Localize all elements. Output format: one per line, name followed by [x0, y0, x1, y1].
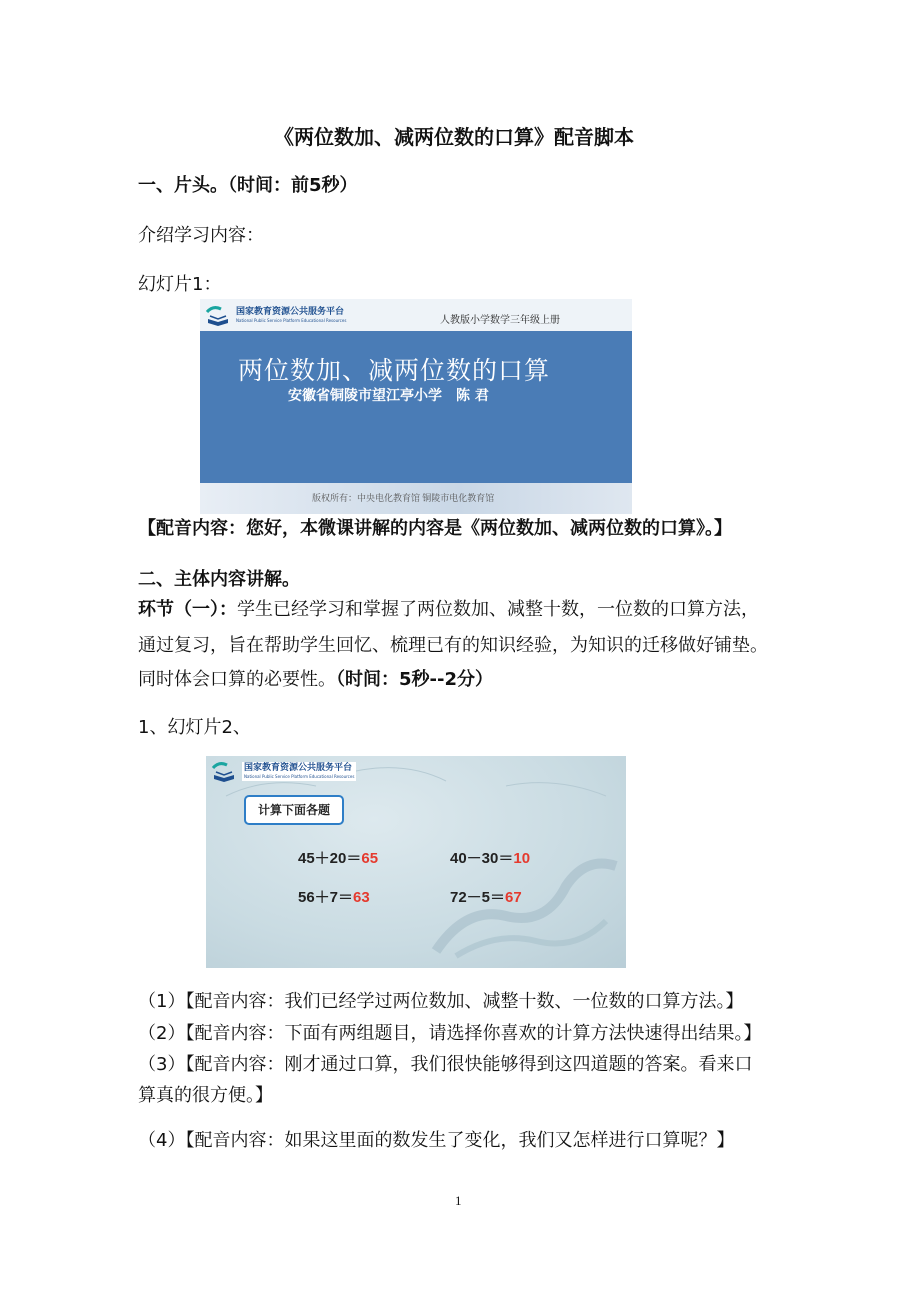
- step-1-line-2: 通过复习，旨在帮助学生回忆、梳理已有的知识经验，为知识的迁移做好铺垫。: [138, 635, 768, 656]
- equation-question: 56＋7＝: [298, 889, 354, 906]
- voice-line-intro: 【配音内容：您好，本微课讲解的内容是《两位数加、减两位数的口算》。】: [138, 518, 732, 539]
- step-1-text-1: 学生已经学习和掌握了两位数加、减整十数，一位数的口算方法，: [237, 599, 759, 620]
- slide-1-image: [200, 299, 632, 514]
- platform-logo: [204, 304, 346, 326]
- slide-1-author: 安徽省铜陵市望江亭小学 陈 君: [288, 388, 489, 404]
- voice-line-1: （1）【配音内容：我们已经学过两位数加、减整十数、一位数的口算方法。】: [138, 991, 744, 1012]
- slide-1-main-title: 两位数加、减两位数的口算: [238, 356, 551, 385]
- voice-line-3a: （3）【配音内容：刚才通过口算，我们很快能够得到这四道题的答案。看来口: [138, 1054, 753, 1075]
- step-1-time: （时间：5秒--2分）: [336, 669, 493, 690]
- page-title: 《两位数加、减两位数的口算》配音脚本: [274, 125, 634, 149]
- section-1-title: 一、片头。: [138, 175, 228, 196]
- book-swoosh-icon: [210, 760, 238, 782]
- logo-chinese-text: 国家教育资源公共服务平台: [244, 762, 353, 773]
- equation-answer: 63: [353, 889, 370, 906]
- platform-logo-2: [210, 760, 356, 782]
- equation-4: [450, 886, 522, 907]
- step-1-label: 环节（一）：: [138, 599, 237, 620]
- equation-answer: 10: [513, 850, 531, 867]
- equation-question: 40－30＝: [450, 850, 514, 867]
- slide-1-label: 幻灯片1：: [138, 274, 222, 295]
- intro-text: 介绍学习内容：: [138, 225, 264, 246]
- equation-question: 45＋20＝: [298, 850, 362, 867]
- voice-line-3b: 算真的很方便。】: [138, 1085, 273, 1106]
- exercise-heading: 计算下面各题: [244, 795, 344, 825]
- voice-line-4: （4）【配音内容：如果这里面的数发生了变化，我们又怎样进行口算呢？】: [138, 1130, 735, 1151]
- section-1-heading: [138, 174, 358, 198]
- logo-chinese-text: 国家教育资源公共服务平台: [236, 306, 345, 317]
- equation-question: 72－5＝: [450, 889, 506, 906]
- voice-line-2: （2）【配音内容：下面有两组题目，请选择你喜欢的计算方法快速得出结果。】: [138, 1023, 762, 1044]
- equation-1: [298, 847, 378, 868]
- step-1-text-3: 同时体会口算的必要性。: [138, 669, 336, 690]
- section-1-time: （时间：前5秒）: [228, 175, 358, 196]
- equation-3: [298, 886, 370, 907]
- section-2-heading: 二、主体内容讲解。: [138, 569, 300, 590]
- logo-english-text: National Public Service Platform Educational Resources: [236, 317, 347, 323]
- equation-answer: 65: [361, 850, 379, 867]
- logo-english-text: National Public Service Platform Educational Resources: [244, 773, 355, 779]
- book-swoosh-icon: [204, 304, 232, 326]
- slide-2-label: 1、幻灯片2、: [138, 717, 251, 738]
- equation-answer: 67: [505, 889, 522, 906]
- grade-label: 人教版小学数学三年级上册: [440, 315, 560, 326]
- slide-2-image: [206, 756, 626, 968]
- equation-2: [450, 847, 530, 868]
- slide-1-copyright: 版权所有：中央电化教育馆 铜陵市电化教育馆: [312, 493, 495, 503]
- page-number: 1: [455, 1193, 462, 1208]
- step-1-line-3: [138, 668, 493, 692]
- dragon-watermark-icon: [206, 756, 626, 968]
- step-1-line-1: [138, 598, 759, 622]
